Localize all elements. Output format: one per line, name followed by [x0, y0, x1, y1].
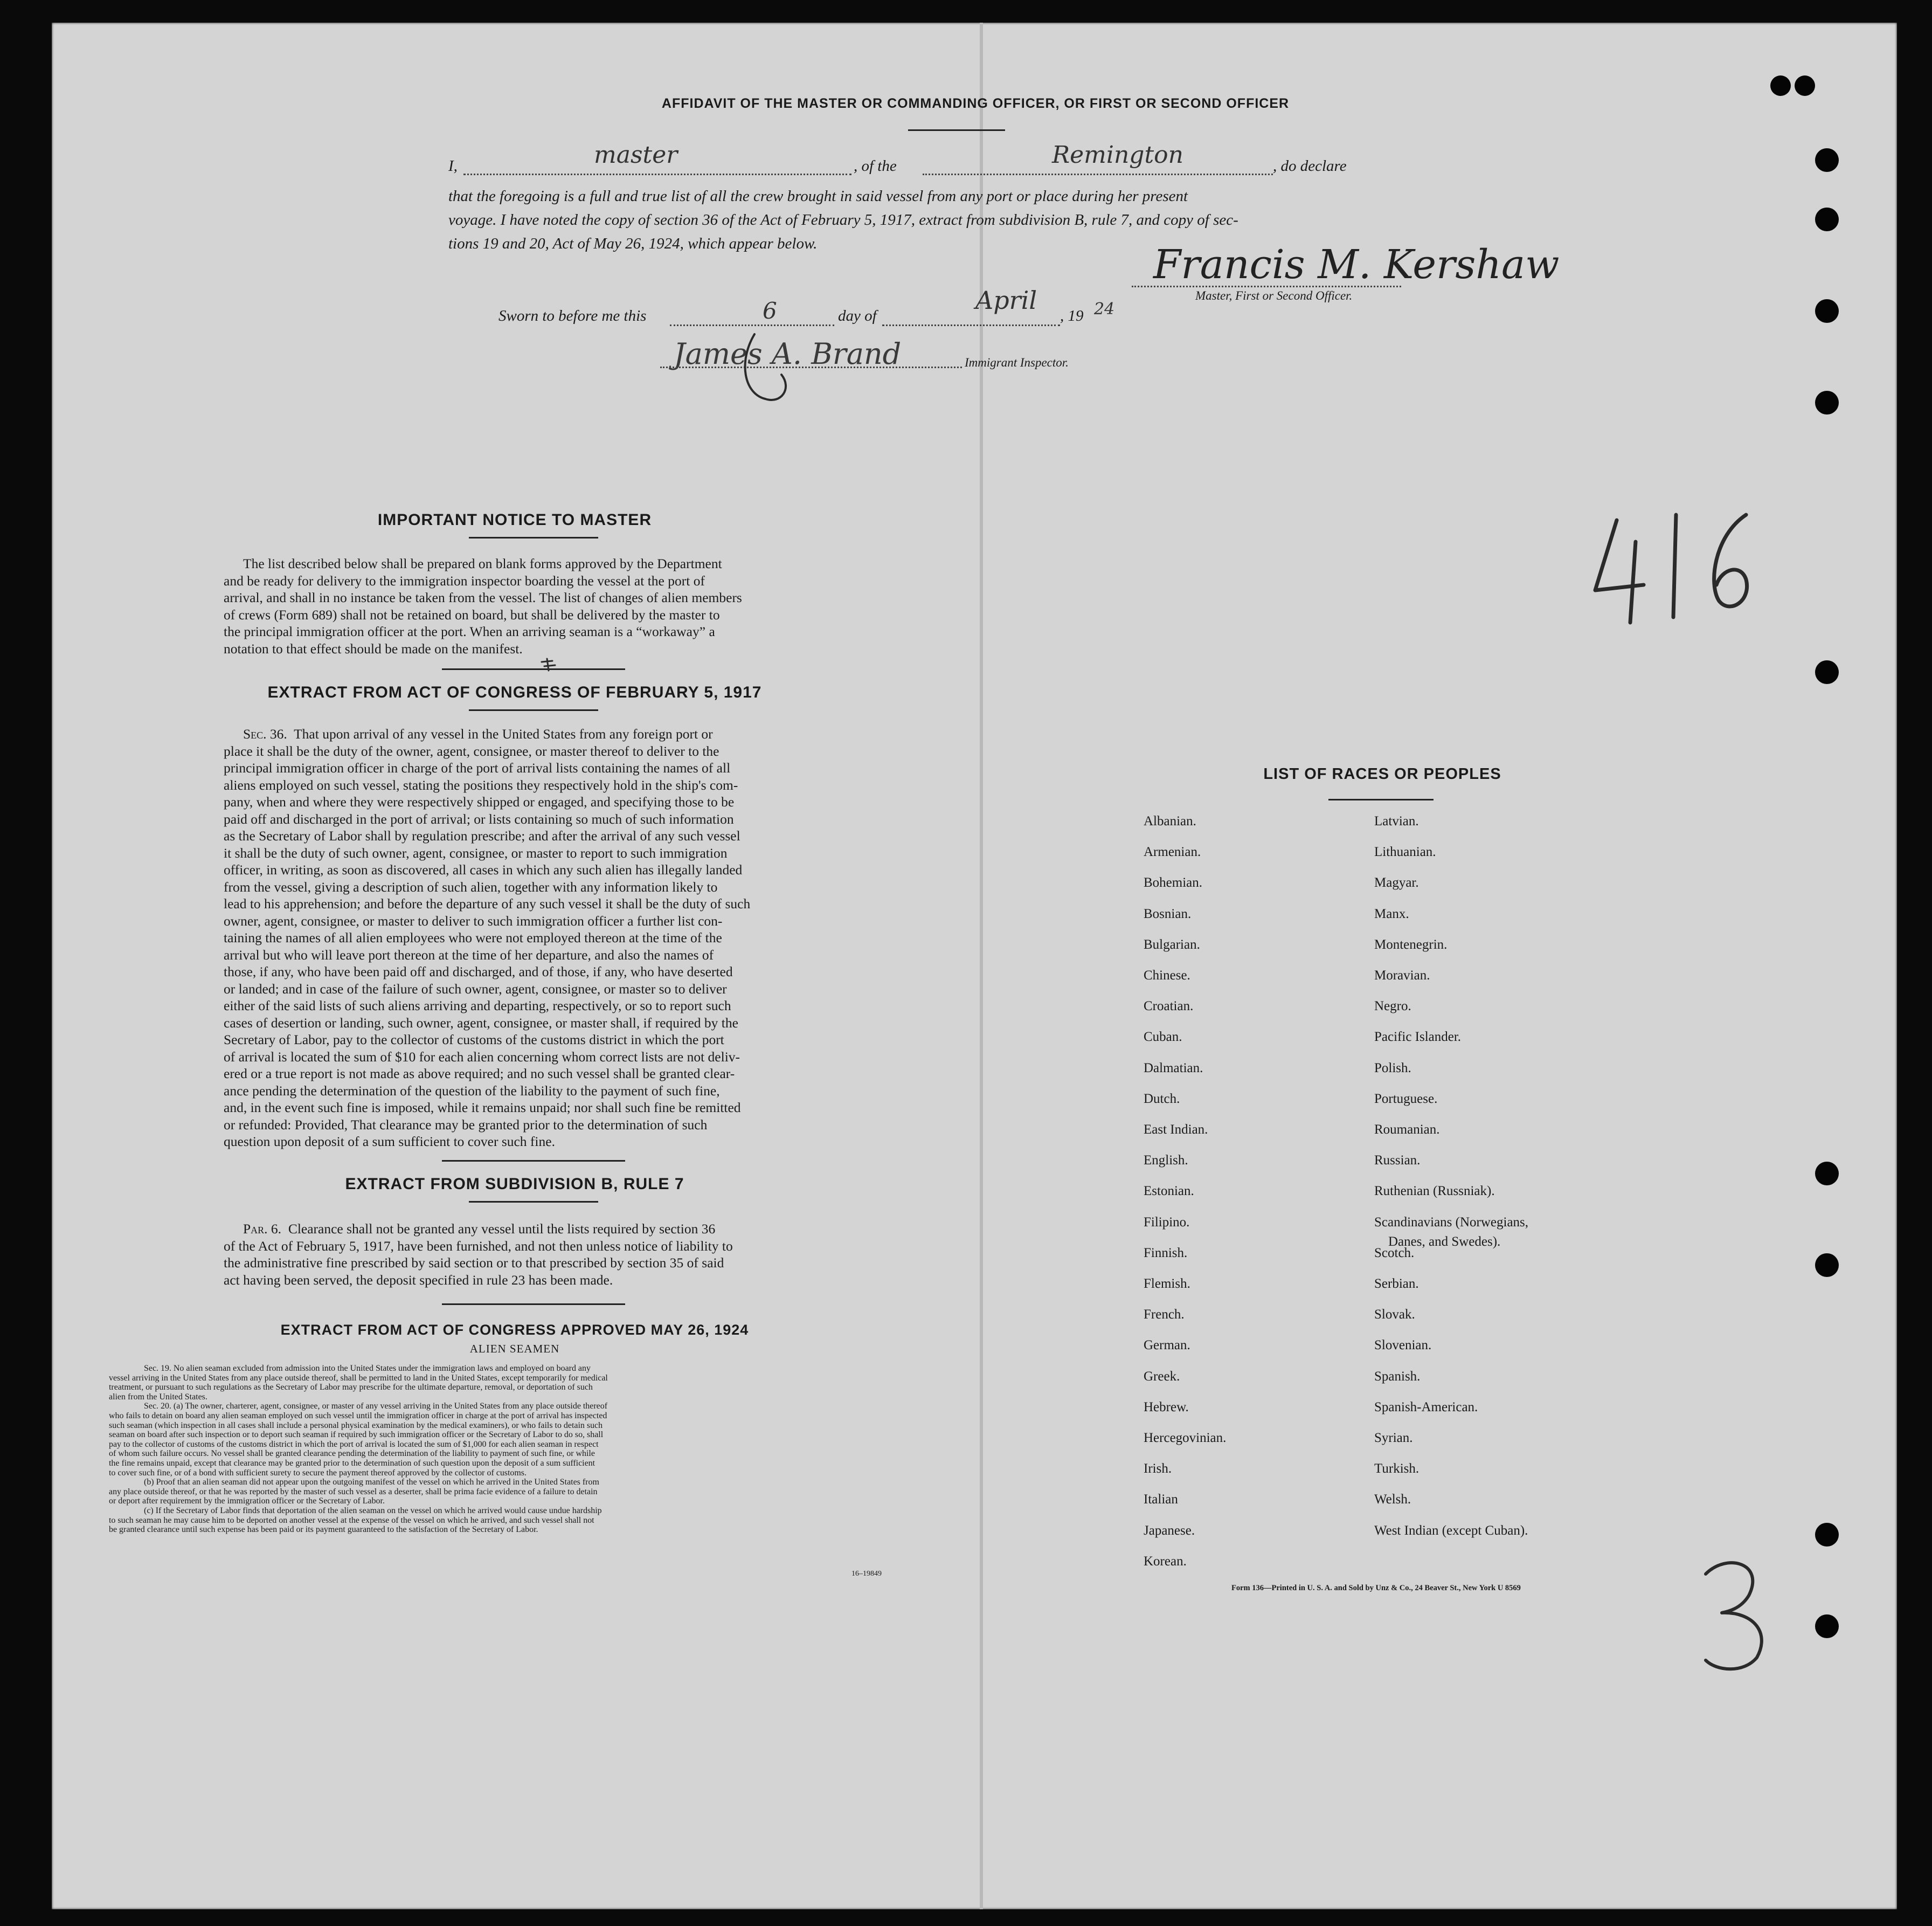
- notice-title: IMPORTANT NOTICE TO MASTER: [377, 511, 652, 529]
- affidavit-title: AFFIDAVIT OF THE MASTER OR COMMANDING OFFICER, OR FIRST OR SECOND OFFICER: [661, 96, 1290, 111]
- binder-hole: [1815, 1614, 1839, 1638]
- race-entry: Scotch.: [1374, 1245, 1415, 1260]
- section-label: Sec. 36.: [243, 726, 287, 742]
- extract-line: (c) If the Secretary of Labor finds that deportation of the alien seaman on the vessel on which he arrived would cause undue hardship: [144, 1505, 602, 1515]
- extract-line: vessel arriving in the United States from any place outside thereof, shall be permitted to land in the United States, except temporarily for medical: [109, 1372, 608, 1383]
- binder-hole: [1815, 1253, 1839, 1277]
- divider: [442, 668, 625, 670]
- extract-line: to cover such fine, or of a bond with sufficient surety to secure the payment thereof approved by the collector of customs.: [109, 1467, 527, 1478]
- race-entry: French.: [1144, 1307, 1185, 1322]
- races-footer: Form 136—Printed in U. S. A. and Sold by Unz & Co., 24 Beaver St., New York U 8569: [1231, 1584, 1521, 1592]
- day-of-label: day of: [838, 307, 877, 325]
- month-value: April: [975, 286, 1037, 315]
- binder-hole: [1815, 299, 1839, 323]
- race-entry: Hercegovinian.: [1144, 1431, 1227, 1445]
- signature-label: Master, First or Second Officer.: [1195, 289, 1353, 302]
- divider: [1328, 799, 1434, 800]
- extract-line: Clearance shall not be granted any vessel until the lists required by section 36: [288, 1221, 716, 1237]
- of-the-label: , of the: [854, 157, 897, 175]
- race-entry: West Indian (except Cuban).: [1374, 1523, 1528, 1538]
- vessel-field-line: [923, 174, 1273, 175]
- race-entry: Syrian.: [1374, 1431, 1413, 1445]
- binder-hole: [1815, 148, 1839, 172]
- race-entry: Armenian.: [1144, 845, 1201, 860]
- extract-1917-body: [224, 726, 808, 1150]
- divider: [442, 1303, 625, 1305]
- binder-hole: [1815, 1162, 1839, 1185]
- extract-line: alien from the United States.: [109, 1391, 207, 1402]
- race-entry: English.: [1144, 1153, 1188, 1168]
- race-entry: Dutch.: [1144, 1091, 1180, 1106]
- race-entry: Albanian.: [1144, 814, 1196, 829]
- signature-line: [1132, 286, 1401, 287]
- extract-line: owner, agent, consignee, or master to deliver to such immigration officer a further list con-: [224, 913, 723, 929]
- extract-line: pay to the collector of customs of the customs district in which the port of arrival is located the sum of $1,000 for each alien seaman in respect: [109, 1439, 599, 1449]
- race-entry: Irish.: [1144, 1461, 1172, 1476]
- race-entry: Roumanian.: [1374, 1122, 1440, 1137]
- notice-line: and be ready for delivery to the immigration inspector boarding the vessel at the port of: [224, 572, 705, 589]
- handwritten-sheet-number-3: [1689, 1552, 1781, 1676]
- extract-line: the fine remains unpaid, except that clearance may be granted prior to the determination of such question upon the deposit of a sum sufficient: [109, 1458, 595, 1468]
- form-code: 16–19849: [851, 1570, 882, 1578]
- race-entry: Cuban.: [1144, 1030, 1182, 1045]
- extract-line: any place outside thereof, or that he was reported by the master of such vessel as a deserter, shall be prima facie evidence of a failure to detain: [109, 1486, 598, 1496]
- race-entry: Russian.: [1374, 1153, 1421, 1168]
- extract-1917-title: EXTRACT FROM ACT OF CONGRESS OF FEBRUARY 5, 1917: [267, 684, 762, 701]
- race-entry: Pacific Islander.: [1374, 1030, 1462, 1045]
- race-entry: Estonian.: [1144, 1184, 1194, 1199]
- extract-line: from the vessel, giving a description of such alien, together with any information likely to: [224, 879, 718, 895]
- race-entry: Chinese.: [1144, 968, 1190, 983]
- binder-hole: [1795, 75, 1815, 96]
- race-entry: Spanish-American.: [1374, 1399, 1478, 1414]
- extract-line: ance pending the determination of the question of the liability to the payment of such fine,: [224, 1082, 720, 1099]
- race-entry: Spanish.: [1374, 1369, 1421, 1384]
- race-entry: Lithuanian.: [1374, 845, 1436, 860]
- race-entry: Filipino.: [1144, 1214, 1190, 1230]
- sworn-line: [498, 286, 1199, 334]
- master-value: master: [594, 141, 678, 169]
- extract-line: Secretary of Labor, pay to the collector of customs of the customs district in which the port: [224, 1032, 724, 1047]
- extract-line: ered or a true report is not made as above required; and no such vessel shall be granted clear-: [224, 1066, 735, 1081]
- race-entry: Serbian.: [1374, 1276, 1419, 1291]
- inspector-signature-flourish: [733, 323, 841, 410]
- affidavit-line: voyage. I have noted the copy of section 36 of the Act of February 5, 1917, extract from subdivision B, rule 7, and copy of sec-: [448, 211, 1238, 229]
- race-entry: Greek.: [1144, 1369, 1180, 1384]
- race-entry: Flemish.: [1144, 1276, 1190, 1291]
- extract-line: as the Secretary of Labor shall by regulation prescribe; and after the arrival of any such vessel: [224, 828, 740, 844]
- divider: [469, 1201, 598, 1203]
- divider: [442, 1160, 625, 1162]
- affidavit-line: tions 19 and 20, Act of May 26, 1924, which appear below.: [448, 235, 818, 252]
- divider: [469, 537, 598, 539]
- extract-line: That upon arrival of any vessel in the United States from any foreign port or: [294, 726, 713, 742]
- extract-line: paid off and discharged in the port of arrival; or lists containing so much of such information: [224, 811, 734, 827]
- race-entry: Japanese.: [1144, 1523, 1195, 1538]
- binder-hole: [1815, 1523, 1839, 1547]
- sworn-label: Sworn to before me this: [498, 307, 647, 325]
- paragraph-label: Par. 6.: [243, 1221, 282, 1237]
- race-entry: Portuguese.: [1374, 1091, 1438, 1106]
- extract-line: aliens employed on such vessel, stating the positions they respectively hold in the ship's com-: [224, 777, 738, 793]
- race-entry: Turkish.: [1374, 1461, 1419, 1476]
- race-entry: Slovak.: [1374, 1307, 1415, 1322]
- binder-hole: [1815, 208, 1839, 231]
- extract-line: (b) Proof that an alien seaman did not appear upon the outgoing manifest of the vessel on which he arrived in the United States from: [144, 1477, 599, 1487]
- races-title: LIST OF RACES OR PEOPLES: [1263, 765, 1501, 783]
- extract-line: pany, when and where they were respectively shipped or engaged, and specifying those to be: [224, 794, 735, 810]
- affidavit-line: that the foregoing is a full and true list of all the crew brought in said vessel from any port or place during her present: [448, 188, 1188, 205]
- extract-line: Sec. 20. (a) The owner, charterer, agent, consignee, or master of any vessel arriving in the United States from any place outside thereof: [144, 1401, 608, 1411]
- race-entry: Korean.: [1144, 1554, 1187, 1569]
- notice-line: of crews (Form 689) shall not be retained on board, but shall be delivered by the master to: [224, 606, 720, 623]
- extract-line: taining the names of all alien employees who were not employed thereon at the time of the: [224, 930, 722, 945]
- race-entry: Hebrew.: [1144, 1399, 1189, 1414]
- year-value: 24: [1094, 300, 1115, 319]
- race-entry: Bulgarian.: [1144, 937, 1200, 952]
- extract-rule7-title: EXTRACT FROM SUBDIVISION B, RULE 7: [345, 1175, 684, 1193]
- race-entry: Scandinavians (Norwegians,: [1374, 1214, 1529, 1230]
- binder-hole: [1770, 75, 1791, 96]
- race-entry: Latvian.: [1374, 814, 1419, 829]
- race-entry: Negro.: [1374, 999, 1411, 1014]
- divider: [908, 129, 1005, 131]
- binder-hole: [1815, 391, 1839, 415]
- i-label: I,: [448, 157, 458, 175]
- extract-line: lead to his apprehension; and before the departure of any such vessel it shall be the duty of such: [224, 896, 751, 912]
- extract-line: of the Act of February 5, 1917, have been furnished, and not then unless notice of liability to: [224, 1238, 733, 1254]
- race-entry: Danes, and Swedes).: [1388, 1234, 1501, 1249]
- extract-line: place it shall be the duty of the owner, agent, consignee, or master thereof to deliver to the: [224, 743, 719, 759]
- extract-line: arrival but who will leave port thereon at the time of her departure, and also the names of: [224, 947, 714, 963]
- notice-line: arrival, and shall in no instance be taken from the vessel. The list of changes of alien members: [224, 590, 742, 605]
- extract-line: officer, in writing, as soon as discovered, all cases in which any such alien has illegally landed: [224, 862, 743, 878]
- extract-1924-title: EXTRACT FROM ACT OF CONGRESS APPROVED MAY 26, 1924: [280, 1322, 749, 1338]
- race-entry: Welsh.: [1374, 1492, 1411, 1507]
- vessel-value: Remington: [1052, 141, 1183, 169]
- race-entry: Polish.: [1374, 1060, 1411, 1075]
- extract-line: treatment, or pursuant to such regulations as the Secretary of Labor may prescribe for the ultimate departure, removal, or deportation of such: [109, 1382, 593, 1392]
- extract-line: be granted clearance until such expense has been paid or its payment guaranteed to the satisfaction of the Secretary of Labor.: [109, 1524, 538, 1535]
- race-entry: Croatian.: [1144, 999, 1194, 1014]
- extract-line: or refunded: Provided, That clearance may be granted prior to the determination of such: [224, 1116, 708, 1133]
- handwritten-page-number-416: [1584, 509, 1768, 633]
- notice-body: [224, 555, 808, 657]
- notice-line: the principal immigration officer at the port. When an arriving seaman is a “workaway” a: [224, 624, 715, 639]
- extract-line: of arrival is located the sum of $10 for each alien concerning whom correct lists are not deliv-: [224, 1048, 740, 1065]
- extract-1924-subtitle: ALIEN SEAMEN: [469, 1342, 560, 1355]
- race-entry: Montenegrin.: [1374, 937, 1448, 952]
- inspector-signature: James A. Brand: [674, 337, 902, 371]
- year-prefix: , 19: [1060, 307, 1084, 325]
- month-field-line: [882, 325, 1060, 326]
- binder-hole: [1815, 660, 1839, 684]
- extract-rule7-body: [224, 1220, 808, 1288]
- extract-line: cases of desertion or landing, such owner, agent, consignee, or master shall, if required by the: [224, 1014, 738, 1031]
- do-declare-label: , do declare: [1273, 157, 1347, 175]
- race-entry: Finnish.: [1144, 1245, 1188, 1260]
- race-entry: Slovenian.: [1374, 1338, 1432, 1353]
- race-entry: German.: [1144, 1338, 1190, 1353]
- inspector-label: Immigrant Inspector.: [965, 356, 1069, 369]
- extract-line: who fails to detain on board any alien seaman employed on such vessel until the immigration officer in charge at the port of arrival has inspected: [109, 1410, 607, 1420]
- extract-1924-body: [109, 1364, 884, 1535]
- race-entry: Ruthenian (Russniak).: [1374, 1184, 1495, 1199]
- notice-line: The list described below shall be prepared on blank forms approved by the Department: [243, 556, 722, 571]
- race-entry: Dalmatian.: [1144, 1060, 1203, 1075]
- extract-line: the administrative fine prescribed by said section or to that prescribed by section 35 of said: [224, 1255, 724, 1271]
- extract-line: of whom such failure occurs. No vessel shall be granted clearance pending the determination of the liability to payment of such fine, or while: [109, 1448, 595, 1459]
- day-value: 6: [763, 298, 777, 324]
- race-entry: Italian: [1144, 1492, 1178, 1507]
- extract-line: question upon deposit of a sum sufficient to cover such fine.: [224, 1134, 555, 1149]
- race-entry: East Indian.: [1144, 1122, 1208, 1137]
- master-signature: Francis M. Kershaw: [1153, 241, 1560, 288]
- ink-mark: [539, 657, 560, 673]
- extract-line: those, if any, who have been paid off and discharged, and of those, if any, who have deserted: [224, 964, 733, 979]
- extract-line: and, in the event such fine is imposed, while it remains unpaid; nor shall such fine be remitted: [224, 1100, 741, 1115]
- master-field-line: [463, 174, 851, 175]
- notice-line: notation to that effect should be made on the manifest.: [224, 640, 523, 657]
- extract-line: it shall be the duty of such owner, agent, consignee, or master to report to such immigration: [224, 845, 728, 861]
- extract-line: seaman on board after such inspection or to deport such seaman if required by such immigration officer or the Secretary of Labor to do so, shall: [109, 1430, 604, 1440]
- race-entry: Bohemian.: [1144, 875, 1203, 890]
- race-entry: Bosnian.: [1144, 906, 1192, 921]
- extract-line: to such seaman he may cause him to be deported on another vessel at the expense of the vessel on which he arrived, and such vessel shall not: [109, 1515, 594, 1525]
- race-entry: Manx.: [1374, 906, 1409, 921]
- extract-line: such seaman (which inspection in all cases shall include a personal physical examination by the medical examiners), or who fails to detain such: [109, 1420, 603, 1430]
- extract-line: or landed; and in case of the failure of such owner, agent, consignee, or master so to deliver: [224, 981, 727, 997]
- divider: [469, 709, 598, 711]
- extract-line: principal immigration officer in charge of the port of arrival lists containing the names of all: [224, 760, 731, 776]
- extract-line: or deport after requirement by the immigration officer or the Secretary of Labor.: [109, 1496, 385, 1506]
- extract-line: either of the said lists of such aliens arriving and departing, respectively, or so to report such: [224, 998, 731, 1013]
- affidavit-declaration-line: [448, 141, 1472, 181]
- race-entry: Magyar.: [1374, 875, 1419, 890]
- extract-line: Sec. 19. No alien seaman excluded from admission into the United States under the immigration laws and employed on board any: [144, 1363, 591, 1373]
- extract-line: act having been served, the deposit specified in rule 23 has been made.: [224, 1272, 613, 1288]
- race-entry: Moravian.: [1374, 968, 1430, 983]
